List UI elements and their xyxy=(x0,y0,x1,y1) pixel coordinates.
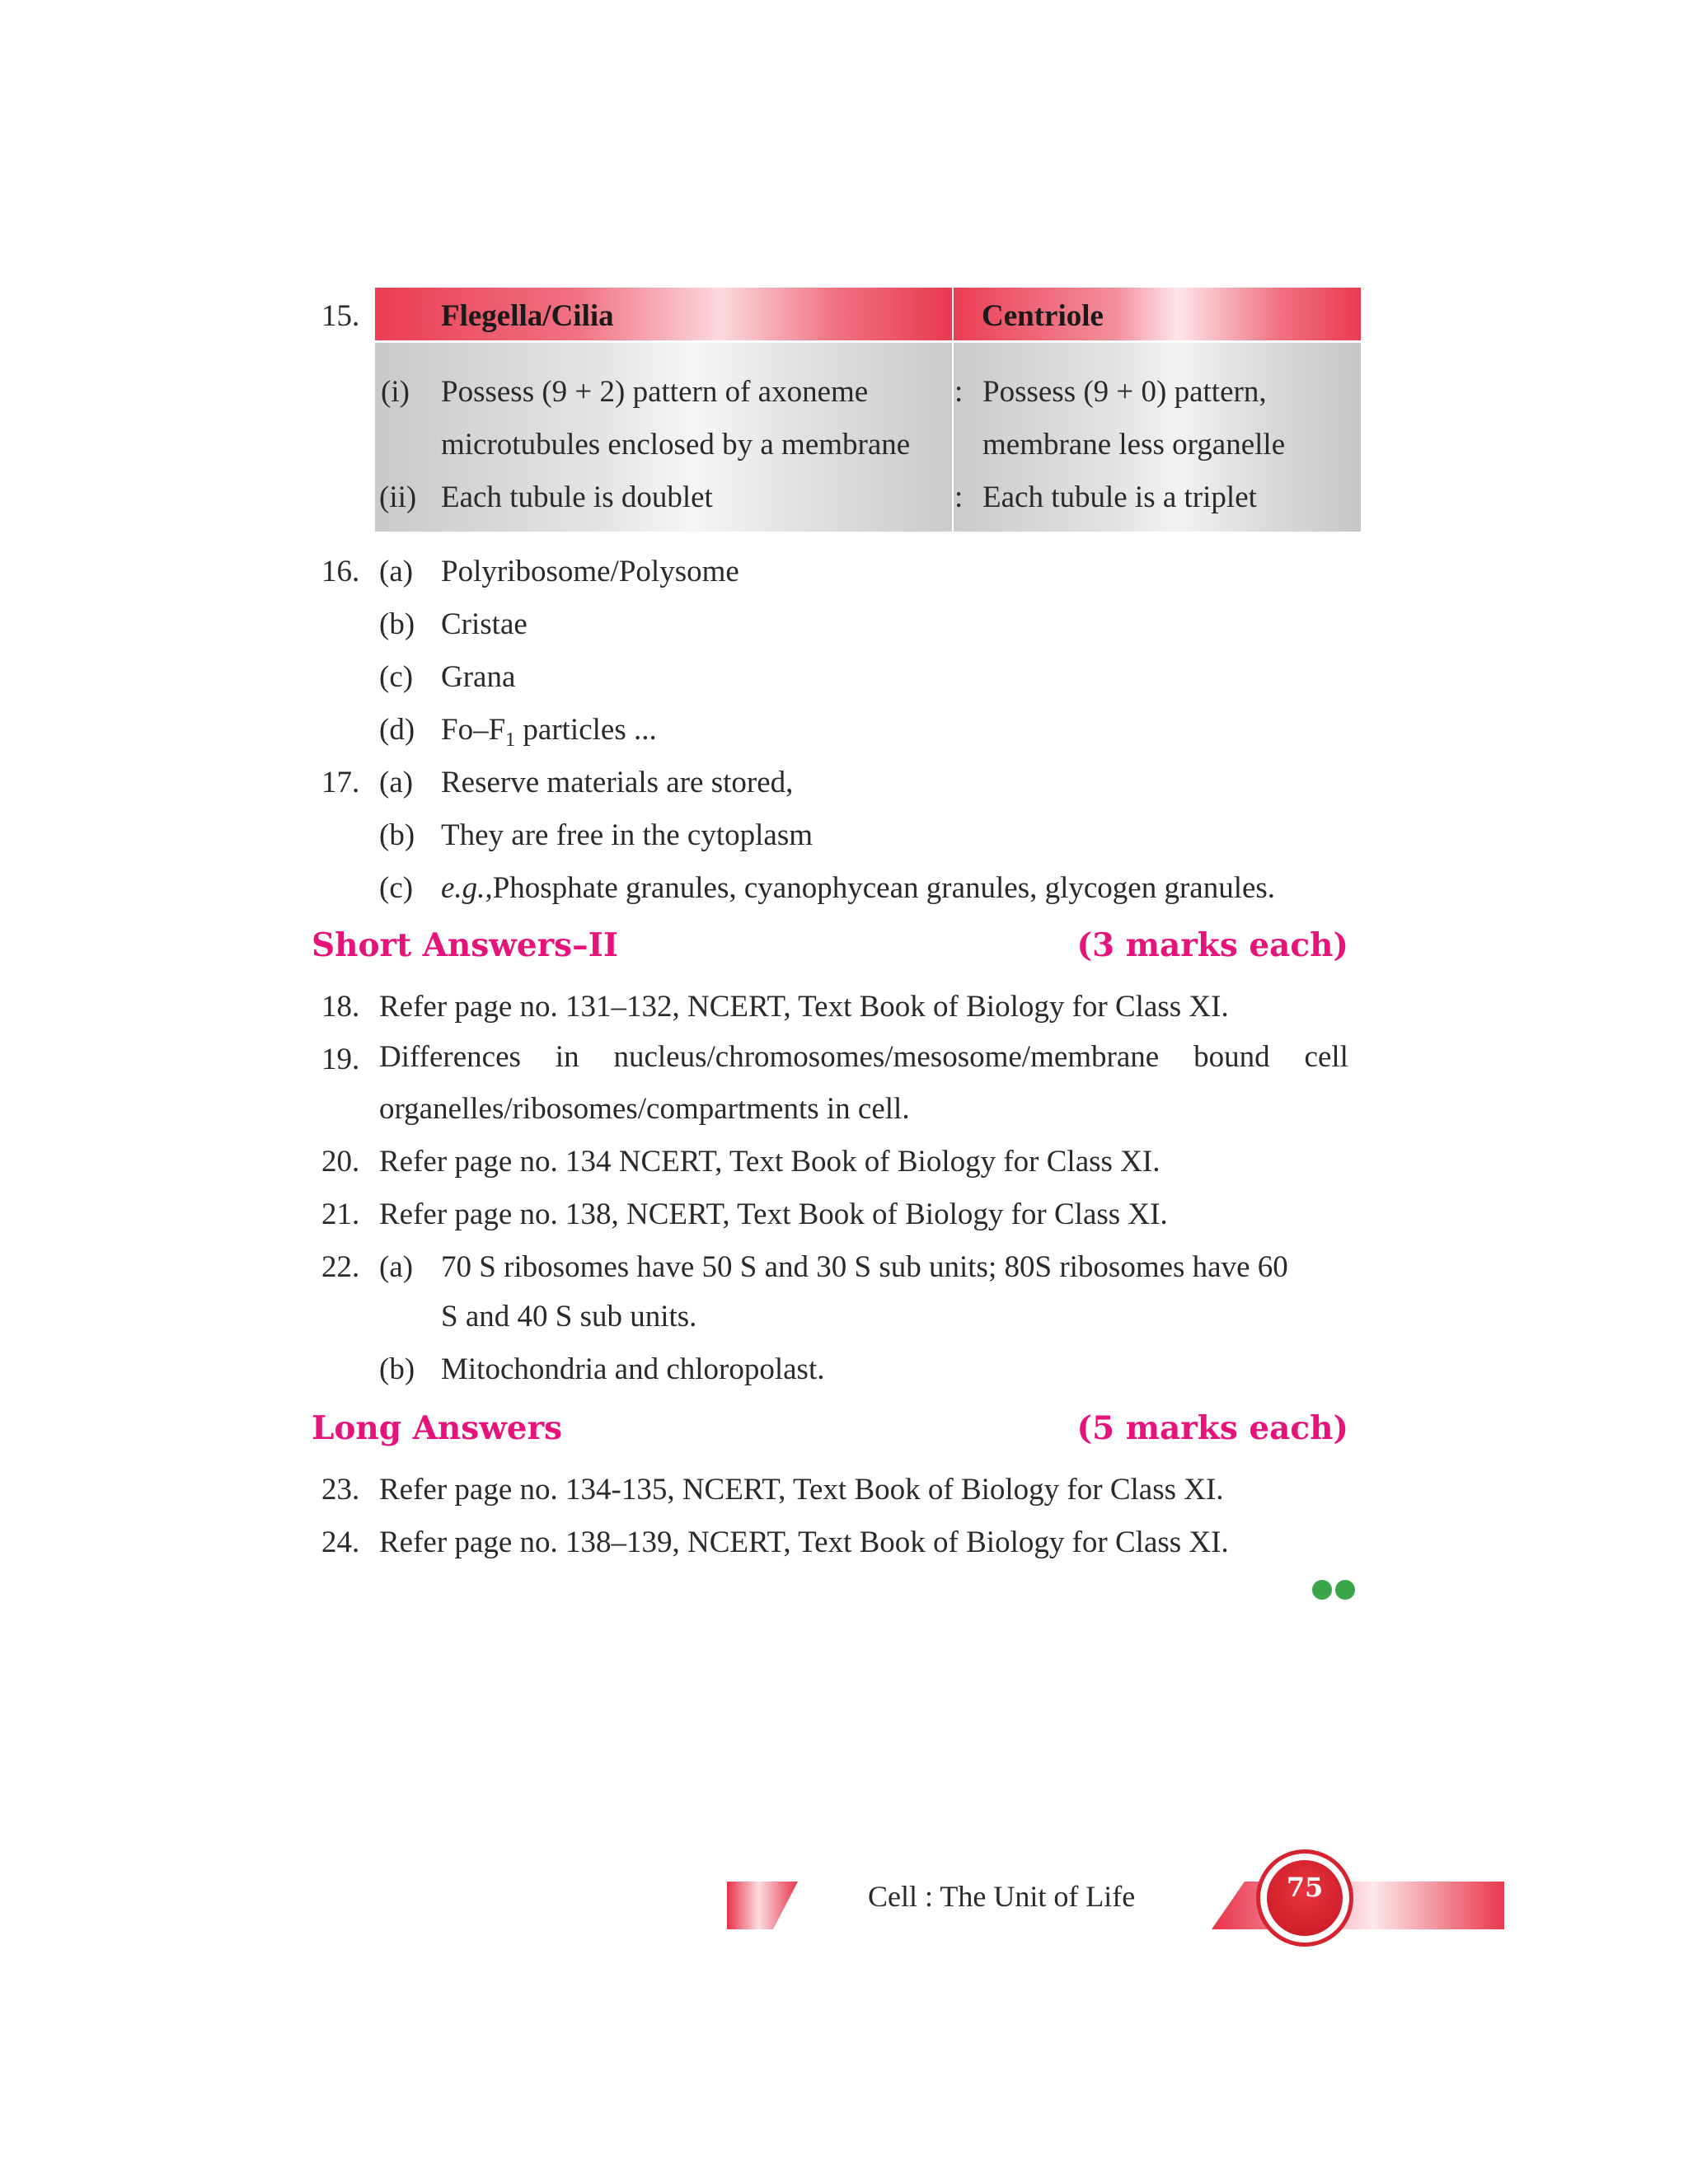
table-row-i-left-line1: Possess (9 + 2) pattern of axoneme xyxy=(441,375,869,409)
table-header-centriole xyxy=(954,288,1361,340)
table-header-flagella xyxy=(375,288,952,340)
q16-text-d-pre: Fo–F xyxy=(441,713,506,747)
table-row-i-right-line2: membrane less organelle xyxy=(982,428,1286,462)
q22-text-a-line2: S and 40 S sub units. xyxy=(441,1300,697,1333)
q22-label-a: (a) xyxy=(379,1250,414,1284)
table-row-ii-label: (ii) xyxy=(379,480,417,514)
green-dot-icon xyxy=(1312,1580,1332,1600)
q19-word-4: bound xyxy=(1193,1040,1270,1074)
page-number: 75 xyxy=(1286,1872,1324,1903)
q19-word-2: in xyxy=(555,1040,579,1074)
q16-label-c: (c) xyxy=(379,660,414,694)
q24-text: Refer page no. 138–139, NCERT, Text Book of Biology for Class XI. xyxy=(379,1526,1229,1559)
q17-text-c-eg: e.g., xyxy=(441,871,493,905)
q22-number: 22. xyxy=(321,1250,360,1284)
q17-text-c xyxy=(441,870,1275,906)
q16-number: 16. xyxy=(321,555,360,588)
q22-text-b: Mitochondria and chloropolast. xyxy=(441,1352,825,1386)
q16-text-b: Cristae xyxy=(441,607,528,641)
table-header-left-label: Flegella/Cilia xyxy=(441,299,614,333)
q17-label-b: (b) xyxy=(379,818,415,852)
table-row-i-right-line1: Possess (9 + 0) pattern, xyxy=(982,375,1267,409)
end-dots-icon xyxy=(1312,1580,1358,1604)
q21-text: Refer page no. 138, NCERT, Text Book of Biology for Class XI. xyxy=(379,1197,1168,1231)
page-number-badge-inner xyxy=(1267,1860,1343,1936)
table-row-i-label: (i) xyxy=(381,375,410,409)
q16-label-a: (a) xyxy=(379,555,414,588)
q19-number: 19. xyxy=(321,1043,360,1076)
q16-text-a: Polyribosome/Polysome xyxy=(441,555,739,588)
q17-label-c: (c) xyxy=(379,871,414,905)
footer-chapter-title: Cell : The Unit of Life xyxy=(868,1880,1136,1913)
q15-number: 15. xyxy=(321,299,360,333)
q16-label-d: (d) xyxy=(379,713,415,747)
q17-text-c-body: Phosphate granules, cyanophycean granules, glycogen granules. xyxy=(492,871,1276,905)
q17-label-a: (a) xyxy=(379,766,414,799)
q16-text-d-post: particles ... xyxy=(515,713,657,747)
q17-text-a: Reserve materials are stored, xyxy=(441,766,794,799)
q19-word-5: cell xyxy=(1304,1040,1348,1074)
q17-number: 17. xyxy=(321,766,360,799)
long-answers-marks: (5 marks each) xyxy=(1076,1409,1348,1447)
q16-label-b: (b) xyxy=(379,607,415,641)
q18-text: Refer page no. 131–132, NCERT, Text Book of Biology for Class XI. xyxy=(379,990,1229,1024)
q23-text: Refer page no. 134-135, NCERT, Text Book of Biology for Class XI. xyxy=(379,1473,1224,1507)
q17-text-b: They are free in the cytoplasm xyxy=(441,818,813,852)
table-row-i-left-line2: microtubules enclosed by a membrane xyxy=(441,428,911,462)
q21-number: 21. xyxy=(321,1197,360,1231)
q16-text-c: Grana xyxy=(441,660,516,694)
q20-number: 20. xyxy=(321,1145,360,1179)
q19-line1 xyxy=(379,1042,1348,1072)
short-answers-heading: Short Answers–II xyxy=(312,926,619,964)
q22-text-a-line1: 70 S ribosomes have 50 S and 30 S sub units; 80S ribosomes have 60 xyxy=(441,1250,1288,1284)
table-header-right-label: Centriole xyxy=(982,299,1104,333)
q16-text-d-sub: 1 xyxy=(505,729,516,751)
short-answers-marks: (3 marks each) xyxy=(1076,926,1348,964)
q16-text-d xyxy=(441,712,657,751)
q20-text: Refer page no. 134 NCERT, Text Book of Biology for Class XI. xyxy=(379,1145,1160,1179)
table-row-ii-right-line1: Each tubule is a triplet xyxy=(982,480,1257,514)
long-answers-heading: Long Answers xyxy=(312,1409,563,1447)
page-number-badge xyxy=(1256,1849,1353,1947)
q19-word-3: nucleus/chromosomes/mesosome/membrane xyxy=(613,1040,1160,1074)
table-row-ii-left-line1: Each tubule is doublet xyxy=(441,480,713,514)
table-row-i-separator: : xyxy=(954,375,964,409)
q24-number: 24. xyxy=(321,1526,360,1559)
q22-label-b: (b) xyxy=(379,1352,415,1386)
q19-line2: organelles/ribosomes/compartments in cell. xyxy=(379,1092,910,1126)
q18-number: 18. xyxy=(321,990,360,1024)
table-row-ii-separator: : xyxy=(954,480,964,514)
footer-left-ribbon-icon xyxy=(727,1882,798,1929)
q19-word-1: Differences xyxy=(379,1040,521,1074)
q23-number: 23. xyxy=(321,1473,360,1507)
footer-right-ribbon-icon xyxy=(1212,1882,1504,1929)
green-dot-icon xyxy=(1335,1580,1355,1600)
